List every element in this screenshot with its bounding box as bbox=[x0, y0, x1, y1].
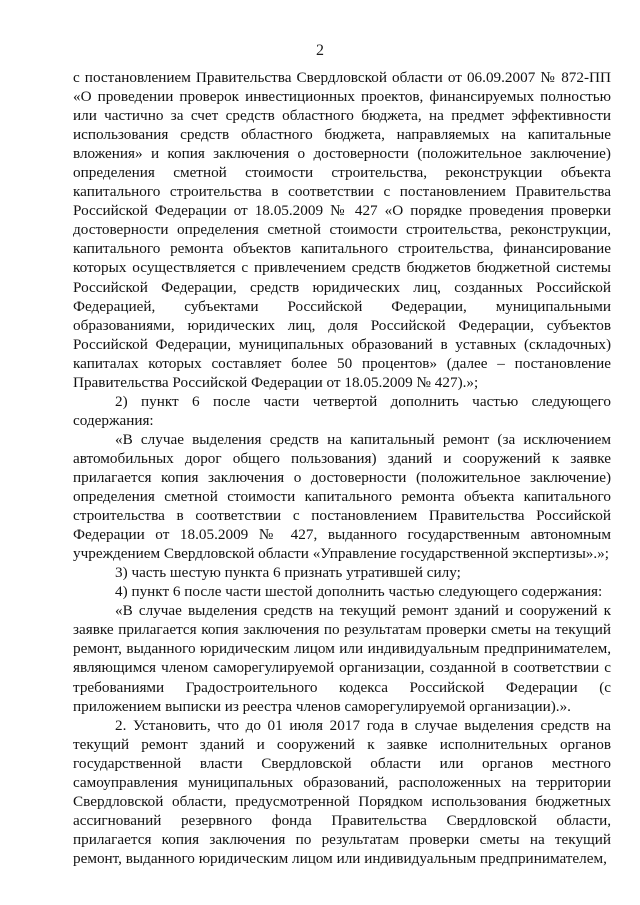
paragraph-item-3: 3) часть шестую пункта 6 признать утратившей силу; bbox=[115, 564, 461, 582]
paragraph-quote-current-repair: «В случае выделения средств на текущий ремонт зданий и сооружений к заявке прилагается копия заключения по результатам проверки сметы на текущий ремонт, выданного юридическим лицом или индивидуальным предпринимателем, являющимся членом саморегулируемой организации, созданной в соответствии с требованиями Градостроительного кодекса Российской Федерации (с приложением выписки из реестра членов саморегулируемой организации).». bbox=[73, 602, 611, 715]
paragraph-item-4: 4) пункт 6 после части шестой дополнить частью следующего содержания: bbox=[115, 583, 603, 601]
paragraph-item-2: 2) пункт 6 после части четвертой дополнить частью следующего содержания: bbox=[73, 392, 611, 429]
paragraph-continuation: с постановлением Правительства Свердловской области от 06.09.2007 № 872-ПП «О проведении проверок инвестиционных проектов, финансируемых полностью или частично за счет средств областного бюджета, на предмет эффективности использования средств областного бюджета, направляемых на капитальные вложения» и копия заключения о достоверности (положительное заключение) определения сметной стоимости строительства, реконструкции объекта капитального строительства в соответствии с постановлением Правительства Российской Федерации от 18.05.2009 № 427 «О порядке проведения проверки достоверности определения сметной стоимости строительства, реконструкции, капитального ремонта объектов капитального строительства, финансирование которых осуществляется с привлечением средств бюджетов бюджетной системы Российской Федерации, средств юридических лиц, созданных Российской Федерацией, субъектами Российской Федерации, муниципальными образованиями, юридических лиц, доля Российской Федерации, субъектов Российской Федерации, муниципальных образований в уставных (складочных) капиталах которых составляет более 50 процентов» (далее – постановление Правительства Российской Федерации от 18.05.2009 № 427).»; bbox=[73, 69, 611, 391]
page-number: 2 bbox=[316, 42, 324, 59]
paragraph-section-2: 2. Установить, что до 01 июля 2017 года в случае выделения средств на текущий ремонт зданий и сооружений к заявке исполнительных органов государственной власти Свердловской области или органов местного самоуправления муниципальных образований, расположенных на территории Свердловской области, предусмотренной Порядком использования бюджетных ассигнований резервного фонда Правительства Свердловской области, прилагается копия заключения по результатам проверки сметы на текущий ремонт, выданного юридическим лицом или индивидуальным предпринимателем, bbox=[73, 716, 611, 867]
paragraph-quote-capital-repair: «В случае выделения средств на капитальный ремонт (за исключением автомобильных дорог общего пользования) зданий и сооружений к заявке прилагается копия заключения о достоверности (положительное заключение) определения сметной стоимости капитального ремонта объекта капитального строительства в соответствии с постановлением Правительства Российской Федерации от 18.05.2009 № 427, выданного государственным автономным учреждением Свердловской области «Управление государственной экспертизы».»; bbox=[73, 430, 611, 563]
document-body bbox=[73, 68, 611, 868]
